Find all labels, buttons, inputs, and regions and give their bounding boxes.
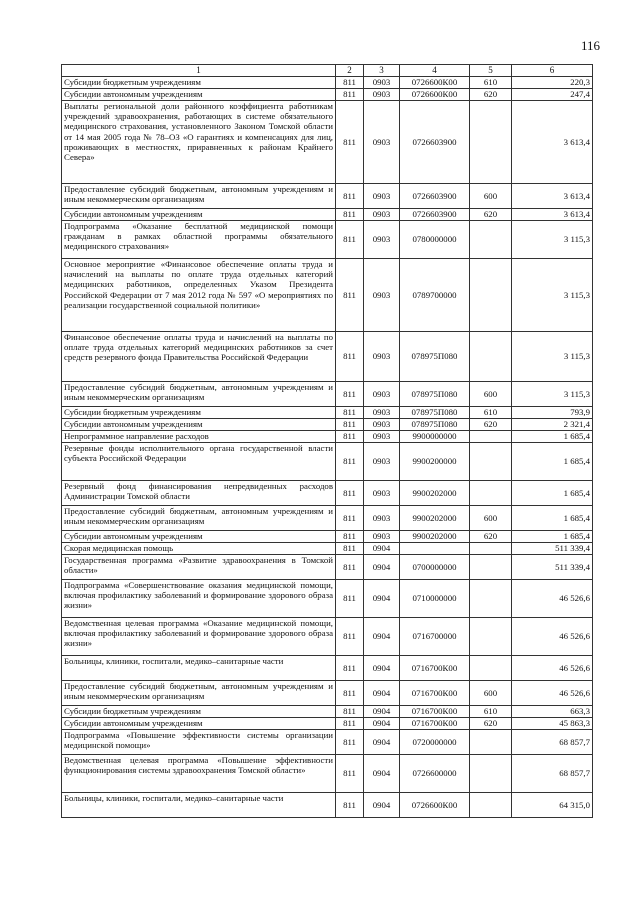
ministry-code-cell: 811 [336, 656, 364, 681]
amount-cell: 220,3 [512, 77, 593, 89]
expense-type-code-cell [470, 618, 512, 656]
target-article-code-cell: 078975П080 [400, 382, 470, 407]
ministry-code-cell: 811 [336, 259, 364, 332]
table-row [62, 89, 593, 101]
ministry-code-cell: 811 [336, 89, 364, 101]
section-code-cell: 0903 [364, 221, 400, 259]
amount-cell: 2 321,4 [512, 419, 593, 431]
target-article-code-cell: 9900202000 [400, 506, 470, 531]
expense-type-code-cell [470, 580, 512, 618]
expense-type-code-cell: 600 [470, 184, 512, 209]
ministry-code-cell: 811 [336, 332, 364, 382]
target-article-code-cell: 9900202000 [400, 481, 470, 506]
table-row [62, 706, 593, 718]
amount-cell: 46 526,6 [512, 580, 593, 618]
amount-cell: 3 115,3 [512, 382, 593, 407]
expense-name-cell: Субсидии автономным учреждениям [62, 718, 336, 730]
expense-name-cell: Субсидии автономным учреждениям [62, 209, 336, 221]
expense-name-cell: Предоставление субсидий бюджетным, автономным учреждениям и иным некоммерческим организациям [62, 184, 336, 209]
amount-cell: 1 685,4 [512, 481, 593, 506]
expense-name-cell: Больницы, клиники, госпитали, медико–санитарные части [62, 656, 336, 681]
expense-type-code-cell [470, 259, 512, 332]
section-code-cell: 0903 [364, 531, 400, 543]
header-cell: 4 [400, 65, 470, 77]
section-code-cell: 0904 [364, 543, 400, 555]
section-code-cell: 0903 [364, 332, 400, 382]
amount-cell: 3 115,3 [512, 221, 593, 259]
budget-table [61, 64, 593, 818]
target-article-code-cell: 9900202000 [400, 531, 470, 543]
expense-name-cell: Субсидии автономным учреждениям [62, 89, 336, 101]
expense-type-code-cell: 620 [470, 89, 512, 101]
ministry-code-cell: 811 [336, 681, 364, 706]
amount-cell: 64 315,0 [512, 793, 593, 818]
table-row [62, 431, 593, 443]
table-row [62, 618, 593, 656]
amount-cell: 68 857,7 [512, 730, 593, 755]
table-row [62, 382, 593, 407]
expense-type-code-cell [470, 755, 512, 793]
amount-cell: 46 526,6 [512, 656, 593, 681]
section-code-cell: 0904 [364, 681, 400, 706]
section-code-cell: 0904 [364, 755, 400, 793]
table-row [62, 681, 593, 706]
table-row [62, 755, 593, 793]
section-code-cell: 0904 [364, 580, 400, 618]
expense-type-code-cell: 610 [470, 706, 512, 718]
expense-name-cell: Субсидии бюджетным учреждениям [62, 77, 336, 89]
section-code-cell: 0903 [364, 77, 400, 89]
ministry-code-cell: 811 [336, 419, 364, 431]
page-number: 116 [580, 38, 600, 53]
table-row [62, 209, 593, 221]
target-article-code-cell: 0726600000 [400, 755, 470, 793]
expense-type-code-cell: 600 [470, 382, 512, 407]
expense-type-code-cell [470, 431, 512, 443]
expense-name-cell: Предоставление субсидий бюджетным, автономным учреждениям и иным некоммерческим организациям [62, 382, 336, 407]
expense-type-code-cell [470, 656, 512, 681]
target-article-code-cell: 0716700000 [400, 618, 470, 656]
table-header-row [62, 65, 593, 77]
header-cell: 5 [470, 65, 512, 77]
header-cell: 6 [512, 65, 593, 77]
target-article-code-cell: 0716700К00 [400, 656, 470, 681]
target-article-code-cell: 9900200000 [400, 443, 470, 481]
ministry-code-cell: 811 [336, 101, 364, 184]
ministry-code-cell: 811 [336, 718, 364, 730]
section-code-cell: 0903 [364, 209, 400, 221]
amount-cell: 68 857,7 [512, 755, 593, 793]
section-code-cell: 0903 [364, 184, 400, 209]
expense-name-cell: Скорая медицинская помощь [62, 543, 336, 555]
target-article-code-cell: 0700000000 [400, 555, 470, 580]
amount-cell: 3 613,4 [512, 209, 593, 221]
header-cell: 1 [62, 65, 336, 77]
section-code-cell: 0904 [364, 618, 400, 656]
ministry-code-cell: 811 [336, 407, 364, 419]
table-row [62, 419, 593, 431]
target-article-code-cell: 078975П080 [400, 419, 470, 431]
expense-type-code-cell: 620 [470, 419, 512, 431]
ministry-code-cell: 811 [336, 382, 364, 407]
table-row [62, 531, 593, 543]
target-article-code-cell [400, 543, 470, 555]
section-code-cell: 0903 [364, 89, 400, 101]
expense-type-code-cell: 600 [470, 506, 512, 531]
table-row [62, 332, 593, 382]
target-article-code-cell: 0726603900 [400, 209, 470, 221]
table-row [62, 506, 593, 531]
amount-cell: 511 339,4 [512, 543, 593, 555]
header-cell: 3 [364, 65, 400, 77]
expense-name-cell: Государственная программа «Развитие здравоохранения в Томской области» [62, 555, 336, 580]
ministry-code-cell: 811 [336, 543, 364, 555]
expense-name-cell: Ведомственная целевая программа «Оказание медицинской помощи, включая профилактику заболеваний и формирование здорового образа жизни» [62, 618, 336, 656]
ministry-code-cell: 811 [336, 77, 364, 89]
expense-type-code-cell [470, 101, 512, 184]
expense-name-cell: Субсидии автономным учреждениям [62, 419, 336, 431]
amount-cell: 3 613,4 [512, 101, 593, 184]
expense-name-cell: Субсидии бюджетным учреждениям [62, 407, 336, 419]
section-code-cell: 0903 [364, 407, 400, 419]
expense-name-cell: Больницы, клиники, госпитали, медико–санитарные части [62, 793, 336, 818]
table-row [62, 580, 593, 618]
expense-type-code-cell: 600 [470, 681, 512, 706]
table-row [62, 101, 593, 184]
table-row [62, 793, 593, 818]
section-code-cell: 0903 [364, 506, 400, 531]
header-cell: 2 [336, 65, 364, 77]
amount-cell: 511 339,4 [512, 555, 593, 580]
expense-type-code-cell: 620 [470, 209, 512, 221]
ministry-code-cell: 811 [336, 221, 364, 259]
expense-name-cell: Предоставление субсидий бюджетным, автономным учреждениям и иным некоммерческим организациям [62, 681, 336, 706]
ministry-code-cell: 811 [336, 618, 364, 656]
expense-type-code-cell [470, 443, 512, 481]
table-row [62, 221, 593, 259]
section-code-cell: 0904 [364, 718, 400, 730]
ministry-code-cell: 811 [336, 443, 364, 481]
table-row [62, 718, 593, 730]
expense-name-cell: Подпрограмма «Оказание бесплатной медицинской помощи гражданам в рамках областной программы обязательного медицинского страхования» [62, 221, 336, 259]
amount-cell: 663,3 [512, 706, 593, 718]
ministry-code-cell: 811 [336, 531, 364, 543]
amount-cell: 3 115,3 [512, 332, 593, 382]
amount-cell: 793,9 [512, 407, 593, 419]
target-article-code-cell: 0726600К00 [400, 89, 470, 101]
table-row [62, 184, 593, 209]
expense-name-cell: Резервный фонд финансирования непредвиденных расходов Администрации Томской области [62, 481, 336, 506]
amount-cell: 1 685,4 [512, 506, 593, 531]
ministry-code-cell: 811 [336, 506, 364, 531]
target-article-code-cell: 0780000000 [400, 221, 470, 259]
table-row [62, 730, 593, 755]
amount-cell: 247,4 [512, 89, 593, 101]
section-code-cell: 0904 [364, 793, 400, 818]
expense-type-code-cell [470, 221, 512, 259]
target-article-code-cell: 9900000000 [400, 431, 470, 443]
section-code-cell: 0903 [364, 443, 400, 481]
expense-type-code-cell [470, 481, 512, 506]
section-code-cell: 0903 [364, 481, 400, 506]
expense-type-code-cell [470, 555, 512, 580]
table-row [62, 443, 593, 481]
expense-name-cell: Основное мероприятие «Финансовое обеспечение оплаты труда и начислений на выплаты по оплате труда отдельных категорий медицинских работников, определенных Указом Президента Российской Федерации от 7 мая 2012 года № 597 «О мероприятиях по реализации государственной социальной политики» [62, 259, 336, 332]
target-article-code-cell: 0716700К00 [400, 706, 470, 718]
expense-type-code-cell: 610 [470, 407, 512, 419]
expense-name-cell: Субсидии бюджетным учреждениям [62, 706, 336, 718]
expense-type-code-cell: 620 [470, 718, 512, 730]
amount-cell: 3 613,4 [512, 184, 593, 209]
ministry-code-cell: 811 [336, 730, 364, 755]
section-code-cell: 0903 [364, 419, 400, 431]
amount-cell: 45 863,3 [512, 718, 593, 730]
table-row [62, 481, 593, 506]
table-row [62, 555, 593, 580]
target-article-code-cell: 0726603900 [400, 184, 470, 209]
target-article-code-cell: 0720000000 [400, 730, 470, 755]
target-article-code-cell: 0726600К00 [400, 793, 470, 818]
section-code-cell: 0904 [364, 656, 400, 681]
expense-name-cell: Подпрограмма «Совершенствование оказания медицинской помощи, включая профилактику заболеваний и формирование здорового образа жизни» [62, 580, 336, 618]
expense-name-cell: Подпрограмма «Повышение эффективности системы организации медицинской помощи» [62, 730, 336, 755]
target-article-code-cell: 078975П080 [400, 407, 470, 419]
table-row [62, 656, 593, 681]
expense-type-code-cell [470, 332, 512, 382]
table-row [62, 259, 593, 332]
ministry-code-cell: 811 [336, 481, 364, 506]
expense-name-cell: Выплаты региональной доли районного коэффициента работникам учреждений здравоохранения, работающих в системе обязательного медицинского страхования, установленного Законом Томской области от 14 мая 2005 года № 78–ОЗ «О гарантиях и компенсациях для лиц, проживающих в местностях, приравненных к районам Крайнего Севера» [62, 101, 336, 184]
target-article-code-cell: 0726603900 [400, 101, 470, 184]
amount-cell: 1 685,4 [512, 431, 593, 443]
section-code-cell: 0903 [364, 382, 400, 407]
expense-name-cell: Финансовое обеспечение оплаты труда и начислений на выплаты по оплате труда отдельных категорий медицинских работников за счет средств резервного фонда Правительства Российской Федерации [62, 332, 336, 382]
section-code-cell: 0904 [364, 555, 400, 580]
target-article-code-cell: 0716700К00 [400, 681, 470, 706]
table-row [62, 407, 593, 419]
section-code-cell: 0903 [364, 431, 400, 443]
section-code-cell: 0904 [364, 706, 400, 718]
target-article-code-cell: 0710000000 [400, 580, 470, 618]
expense-name-cell: Ведомственная целевая программа «Повышение эффективности функционирования системы здравоохранения Томской области» [62, 755, 336, 793]
expense-type-code-cell [470, 730, 512, 755]
amount-cell: 46 526,6 [512, 618, 593, 656]
ministry-code-cell: 811 [336, 793, 364, 818]
target-article-code-cell: 078975П080 [400, 332, 470, 382]
ministry-code-cell: 811 [336, 580, 364, 618]
target-article-code-cell: 0726600К00 [400, 77, 470, 89]
ministry-code-cell: 811 [336, 755, 364, 793]
target-article-code-cell: 0789700000 [400, 259, 470, 332]
amount-cell: 3 115,3 [512, 259, 593, 332]
amount-cell: 46 526,6 [512, 681, 593, 706]
section-code-cell: 0904 [364, 730, 400, 755]
ministry-code-cell: 811 [336, 706, 364, 718]
section-code-cell: 0903 [364, 259, 400, 332]
expense-type-code-cell: 620 [470, 531, 512, 543]
ministry-code-cell: 811 [336, 209, 364, 221]
section-code-cell: 0903 [364, 101, 400, 184]
expense-type-code-cell [470, 793, 512, 818]
target-article-code-cell: 0716700К00 [400, 718, 470, 730]
amount-cell: 1 685,4 [512, 443, 593, 481]
expense-type-code-cell [470, 543, 512, 555]
expense-name-cell: Резервные фонды исполнительного органа государственной власти субъекта Российской Федерации [62, 443, 336, 481]
ministry-code-cell: 811 [336, 555, 364, 580]
table-row [62, 543, 593, 555]
expense-name-cell: Субсидии автономным учреждениям [62, 531, 336, 543]
table-row [62, 77, 593, 89]
expense-name-cell: Непрограммное направление расходов [62, 431, 336, 443]
amount-cell: 1 685,4 [512, 531, 593, 543]
ministry-code-cell: 811 [336, 431, 364, 443]
expense-name-cell: Предоставление субсидий бюджетным, автономным учреждениям и иным некоммерческим организациям [62, 506, 336, 531]
expense-type-code-cell: 610 [470, 77, 512, 89]
ministry-code-cell: 811 [336, 184, 364, 209]
